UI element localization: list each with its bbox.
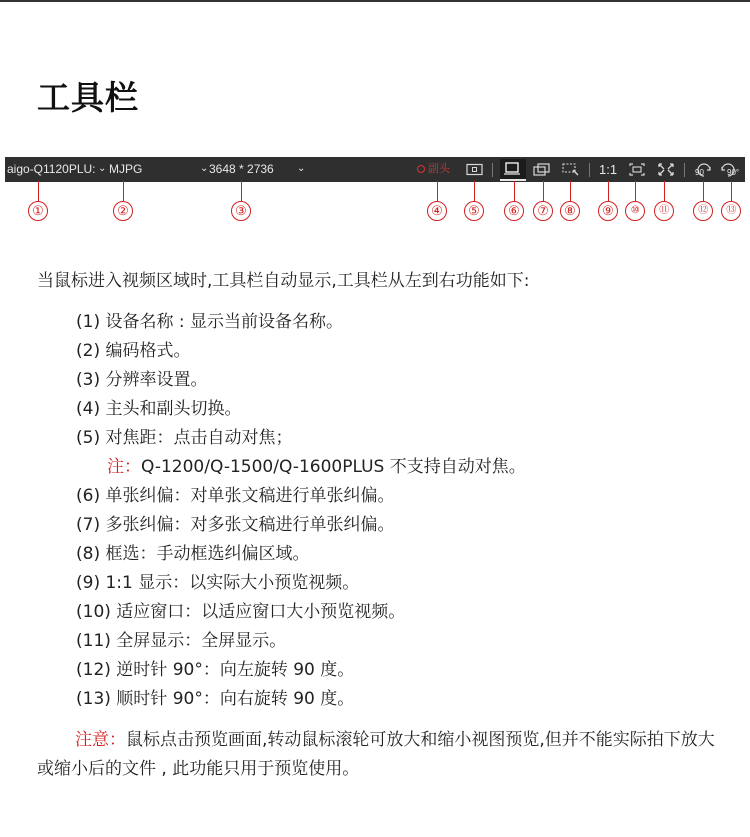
list-item: (1) 设备名称 : 显示当前设备名称。 (76, 312, 344, 332)
callout-7: ⑦ (533, 201, 553, 221)
focus-icon (465, 161, 485, 178)
notice-label: 注意： (75, 730, 126, 750)
feature-list (76, 308, 526, 714)
chevron-down-icon[interactable]: ⌄ (200, 163, 209, 174)
callout-9: ⑨ (598, 201, 618, 221)
device-name-select[interactable]: aigo-Q1120PLU: (7, 162, 96, 176)
chevron-down-icon[interactable]: ⌄ (98, 163, 107, 174)
toolbar-separator (684, 163, 685, 177)
callout-8: ⑧ (560, 201, 580, 221)
callout-5: ⑤ (464, 201, 484, 221)
single-deskew-button[interactable] (500, 159, 526, 181)
list-item: (4) 主头和副头切换。 (76, 399, 242, 419)
rotate-left-button[interactable] (690, 161, 716, 178)
callout-4: ④ (427, 201, 447, 221)
callout-3: ③ (231, 201, 251, 221)
callout-connector (703, 181, 704, 201)
camera-icon (417, 165, 425, 173)
resolution-select[interactable]: 3648 * 2736 (209, 162, 274, 176)
intro-text: 当鼠标进入视频区域时,工具栏自动显示,工具栏从左到右功能如下: (37, 271, 530, 291)
callout-6: ⑥ (504, 201, 524, 221)
callout-1: ① (28, 201, 48, 221)
callout-connector (664, 181, 665, 201)
callout-connector (635, 181, 636, 201)
single-crop-icon (500, 159, 526, 179)
list-item: (7) 多张纠偏：对多张文稿进行单张纠偏。 (76, 515, 395, 535)
callout-2: ② (113, 201, 133, 221)
callout-connector (474, 181, 475, 201)
page-title: 工具栏 (37, 78, 139, 117)
focus-note-label: 注： (107, 457, 141, 477)
list-item: (8) 框选：手动框选纠偏区域。 (76, 544, 310, 564)
fullscreen-icon (656, 161, 676, 178)
callout-connector (437, 181, 438, 201)
top-divider (0, 0, 750, 2)
actual-size-button[interactable]: 1:1 (599, 162, 618, 177)
rotate-ccw-icon (690, 161, 716, 178)
fit-window-button[interactable] (627, 161, 647, 178)
callout-12: ⑫ (693, 201, 713, 221)
toolbar-separator (492, 163, 493, 177)
notice-paragraph (37, 726, 717, 784)
toolbar-separator (589, 163, 590, 177)
camera-switch-label: 副头 (428, 163, 450, 175)
notice-text: 鼠标点击预览画面,转动鼠标滚轮可放大和缩小视图预览,但并不能实际拍下放大或缩小后的文件 , 此功能只用于预览使用。 (37, 730, 715, 779)
rotate-right-button[interactable] (717, 161, 745, 178)
manual-crop-button[interactable] (560, 161, 582, 178)
callout-connector (543, 181, 544, 201)
list-item: (5) 对焦距：点击自动对焦； (76, 428, 293, 448)
callout-11: ⑪ (654, 201, 674, 221)
callout-connector (38, 181, 39, 201)
callout-connector (731, 181, 732, 201)
rotate-left-label: 90 (695, 168, 704, 177)
list-item: (10) 适应窗口：以适应窗口大小预览视频。 (76, 602, 406, 622)
rotate-right-label: 90° (727, 168, 740, 177)
list-item: (6) 单张纠偏：对单张文稿进行单张纠偏。 (76, 486, 395, 506)
list-item: (11) 全屏显示：全屏显示。 (76, 631, 287, 651)
list-item: (2) 编码格式。 (76, 341, 191, 361)
list-item: (3) 分辨率设置。 (76, 370, 208, 390)
camera-switch-button[interactable] (417, 157, 450, 182)
focus-note-text: Q-1200/Q-1500/Q-1600PLUS 不支持自动对焦。 (141, 457, 526, 477)
multi-crop-icon (531, 161, 553, 178)
callout-connector (514, 181, 515, 201)
multi-deskew-button[interactable] (531, 161, 553, 178)
callout-connector (570, 181, 571, 201)
focus-note (76, 453, 526, 482)
autofocus-button[interactable] (465, 161, 485, 178)
callout-connector (241, 181, 242, 201)
selection-icon (560, 161, 582, 178)
chevron-down-icon[interactable]: ⌄ (297, 163, 306, 174)
list-item: (9) 1:1 显示：以实际大小预览视频。 (76, 573, 360, 593)
fullscreen-button[interactable] (656, 161, 676, 178)
callout-13: ⑬ (721, 201, 741, 221)
list-item: (12) 逆时针 90°：向左旋转 90 度。 (76, 660, 355, 680)
toolbar (5, 157, 745, 182)
format-select[interactable]: MJPG (109, 162, 143, 176)
callout-10: ⑩ (625, 201, 645, 221)
callout-connector (123, 181, 124, 201)
list-item: (13) 顺时针 90°：向右旋转 90 度。 (76, 689, 355, 709)
fit-window-icon (627, 161, 647, 178)
callout-connector (608, 181, 609, 201)
rotate-cw-icon (717, 161, 745, 178)
